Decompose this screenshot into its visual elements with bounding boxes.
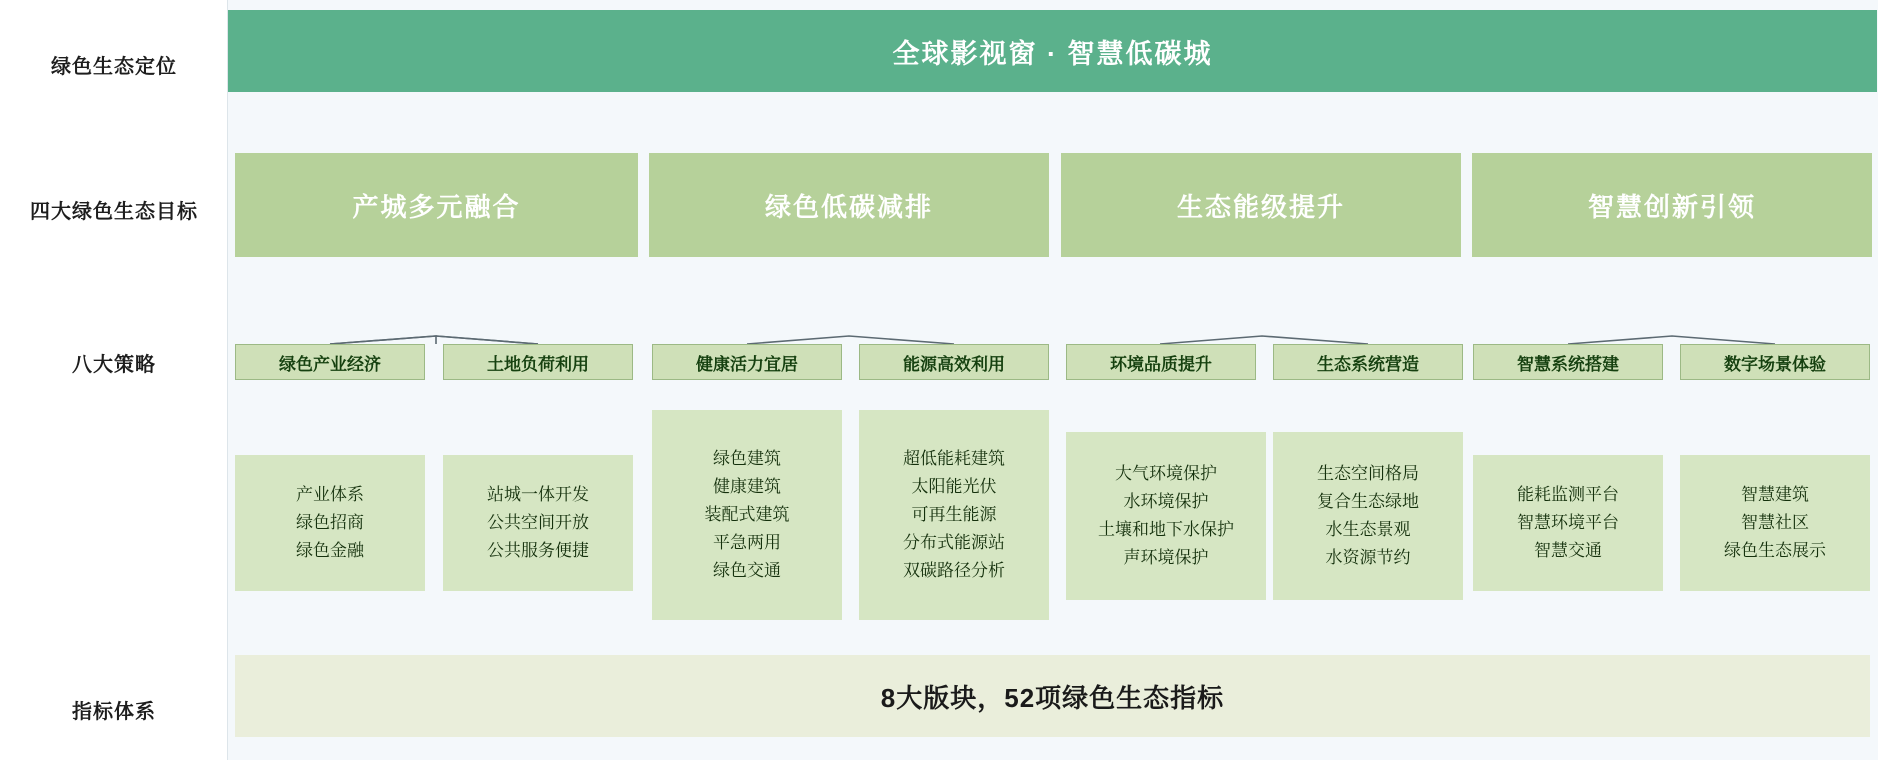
detail-box-4 — [859, 410, 1049, 620]
detail-item: 平急两用 — [713, 533, 781, 552]
detail-box-8 — [1680, 455, 1870, 591]
detail-item: 超低能耗建筑 — [903, 449, 1005, 468]
detail-item: 太阳能光伏 — [911, 477, 997, 496]
detail-item: 产业体系 — [296, 485, 364, 504]
row-label-position: 绿色生态定位 — [51, 56, 177, 78]
goal-box-2[interactable]: 绿色低碳减排 — [649, 153, 1049, 257]
detail-item: 智慧环境平台 — [1517, 513, 1619, 532]
strategy-box-7[interactable]: 智慧系统搭建 — [1473, 344, 1663, 380]
row-label-goals: 四大绿色生态目标 — [30, 201, 198, 223]
detail-item: 绿色生态展示 — [1724, 541, 1826, 560]
strategy-box-2[interactable]: 土地负荷利用 — [443, 344, 633, 380]
detail-item: 复合生态绿地 — [1317, 492, 1419, 511]
row-label-index-system: 指标体系 — [72, 701, 156, 723]
index-system-bar: 8大版块，52项绿色生态指标 — [235, 655, 1870, 737]
detail-box-7 — [1473, 455, 1663, 591]
detail-item: 水环境保护 — [1123, 492, 1209, 511]
detail-box-3 — [652, 410, 842, 620]
row-label-strategy: 八大策略 — [72, 354, 156, 376]
connector-lines — [228, 250, 1878, 350]
detail-item: 双碳路径分析 — [903, 561, 1005, 580]
detail-item: 绿色金融 — [296, 541, 364, 560]
detail-item: 装配式建筑 — [704, 505, 790, 524]
detail-item: 健康建筑 — [713, 477, 781, 496]
goal-box-1[interactable]: 产城多元融合 — [235, 153, 638, 257]
detail-item: 大气环境保护 — [1115, 464, 1217, 483]
detail-box-2 — [443, 455, 633, 591]
detail-item: 绿色交通 — [713, 561, 781, 580]
detail-item: 公共服务便捷 — [487, 541, 589, 560]
goal-box-3[interactable]: 生态能级提升 — [1061, 153, 1461, 257]
positioning-banner: 全球影视窗 · 智慧低碳城 — [228, 10, 1877, 92]
detail-item: 智慧交通 — [1534, 541, 1602, 560]
strategy-box-1[interactable]: 绿色产业经济 — [235, 344, 425, 380]
detail-item: 水资源节约 — [1325, 548, 1411, 567]
goal-box-4[interactable]: 智慧创新引领 — [1472, 153, 1872, 257]
detail-item: 土壤和地下水保护 — [1098, 520, 1234, 539]
detail-item: 分布式能源站 — [903, 533, 1005, 552]
detail-item: 绿色招商 — [296, 513, 364, 532]
detail-item: 智慧社区 — [1741, 513, 1809, 532]
detail-item: 公共空间开放 — [487, 513, 589, 532]
strategy-box-6[interactable]: 生态系统营造 — [1273, 344, 1463, 380]
detail-item: 可再生能源 — [911, 505, 997, 524]
detail-box-5 — [1066, 432, 1266, 600]
detail-item: 能耗监测平台 — [1517, 485, 1619, 504]
detail-box-6 — [1273, 432, 1463, 600]
diagram-main-area — [228, 0, 1878, 760]
detail-item: 站城一体开发 — [487, 485, 589, 504]
strategy-box-8[interactable]: 数字场景体验 — [1680, 344, 1870, 380]
strategy-box-3[interactable]: 健康活力宜居 — [652, 344, 842, 380]
strategy-box-5[interactable]: 环境品质提升 — [1066, 344, 1256, 380]
detail-item: 生态空间格局 — [1317, 464, 1419, 483]
detail-item: 声环境保护 — [1123, 548, 1209, 567]
detail-item: 智慧建筑 — [1741, 485, 1809, 504]
row-label-column — [0, 0, 228, 760]
strategy-box-4[interactable]: 能源高效利用 — [859, 344, 1049, 380]
detail-item: 水生态景观 — [1325, 520, 1411, 539]
detail-box-1 — [235, 455, 425, 591]
detail-item: 绿色建筑 — [713, 449, 781, 468]
